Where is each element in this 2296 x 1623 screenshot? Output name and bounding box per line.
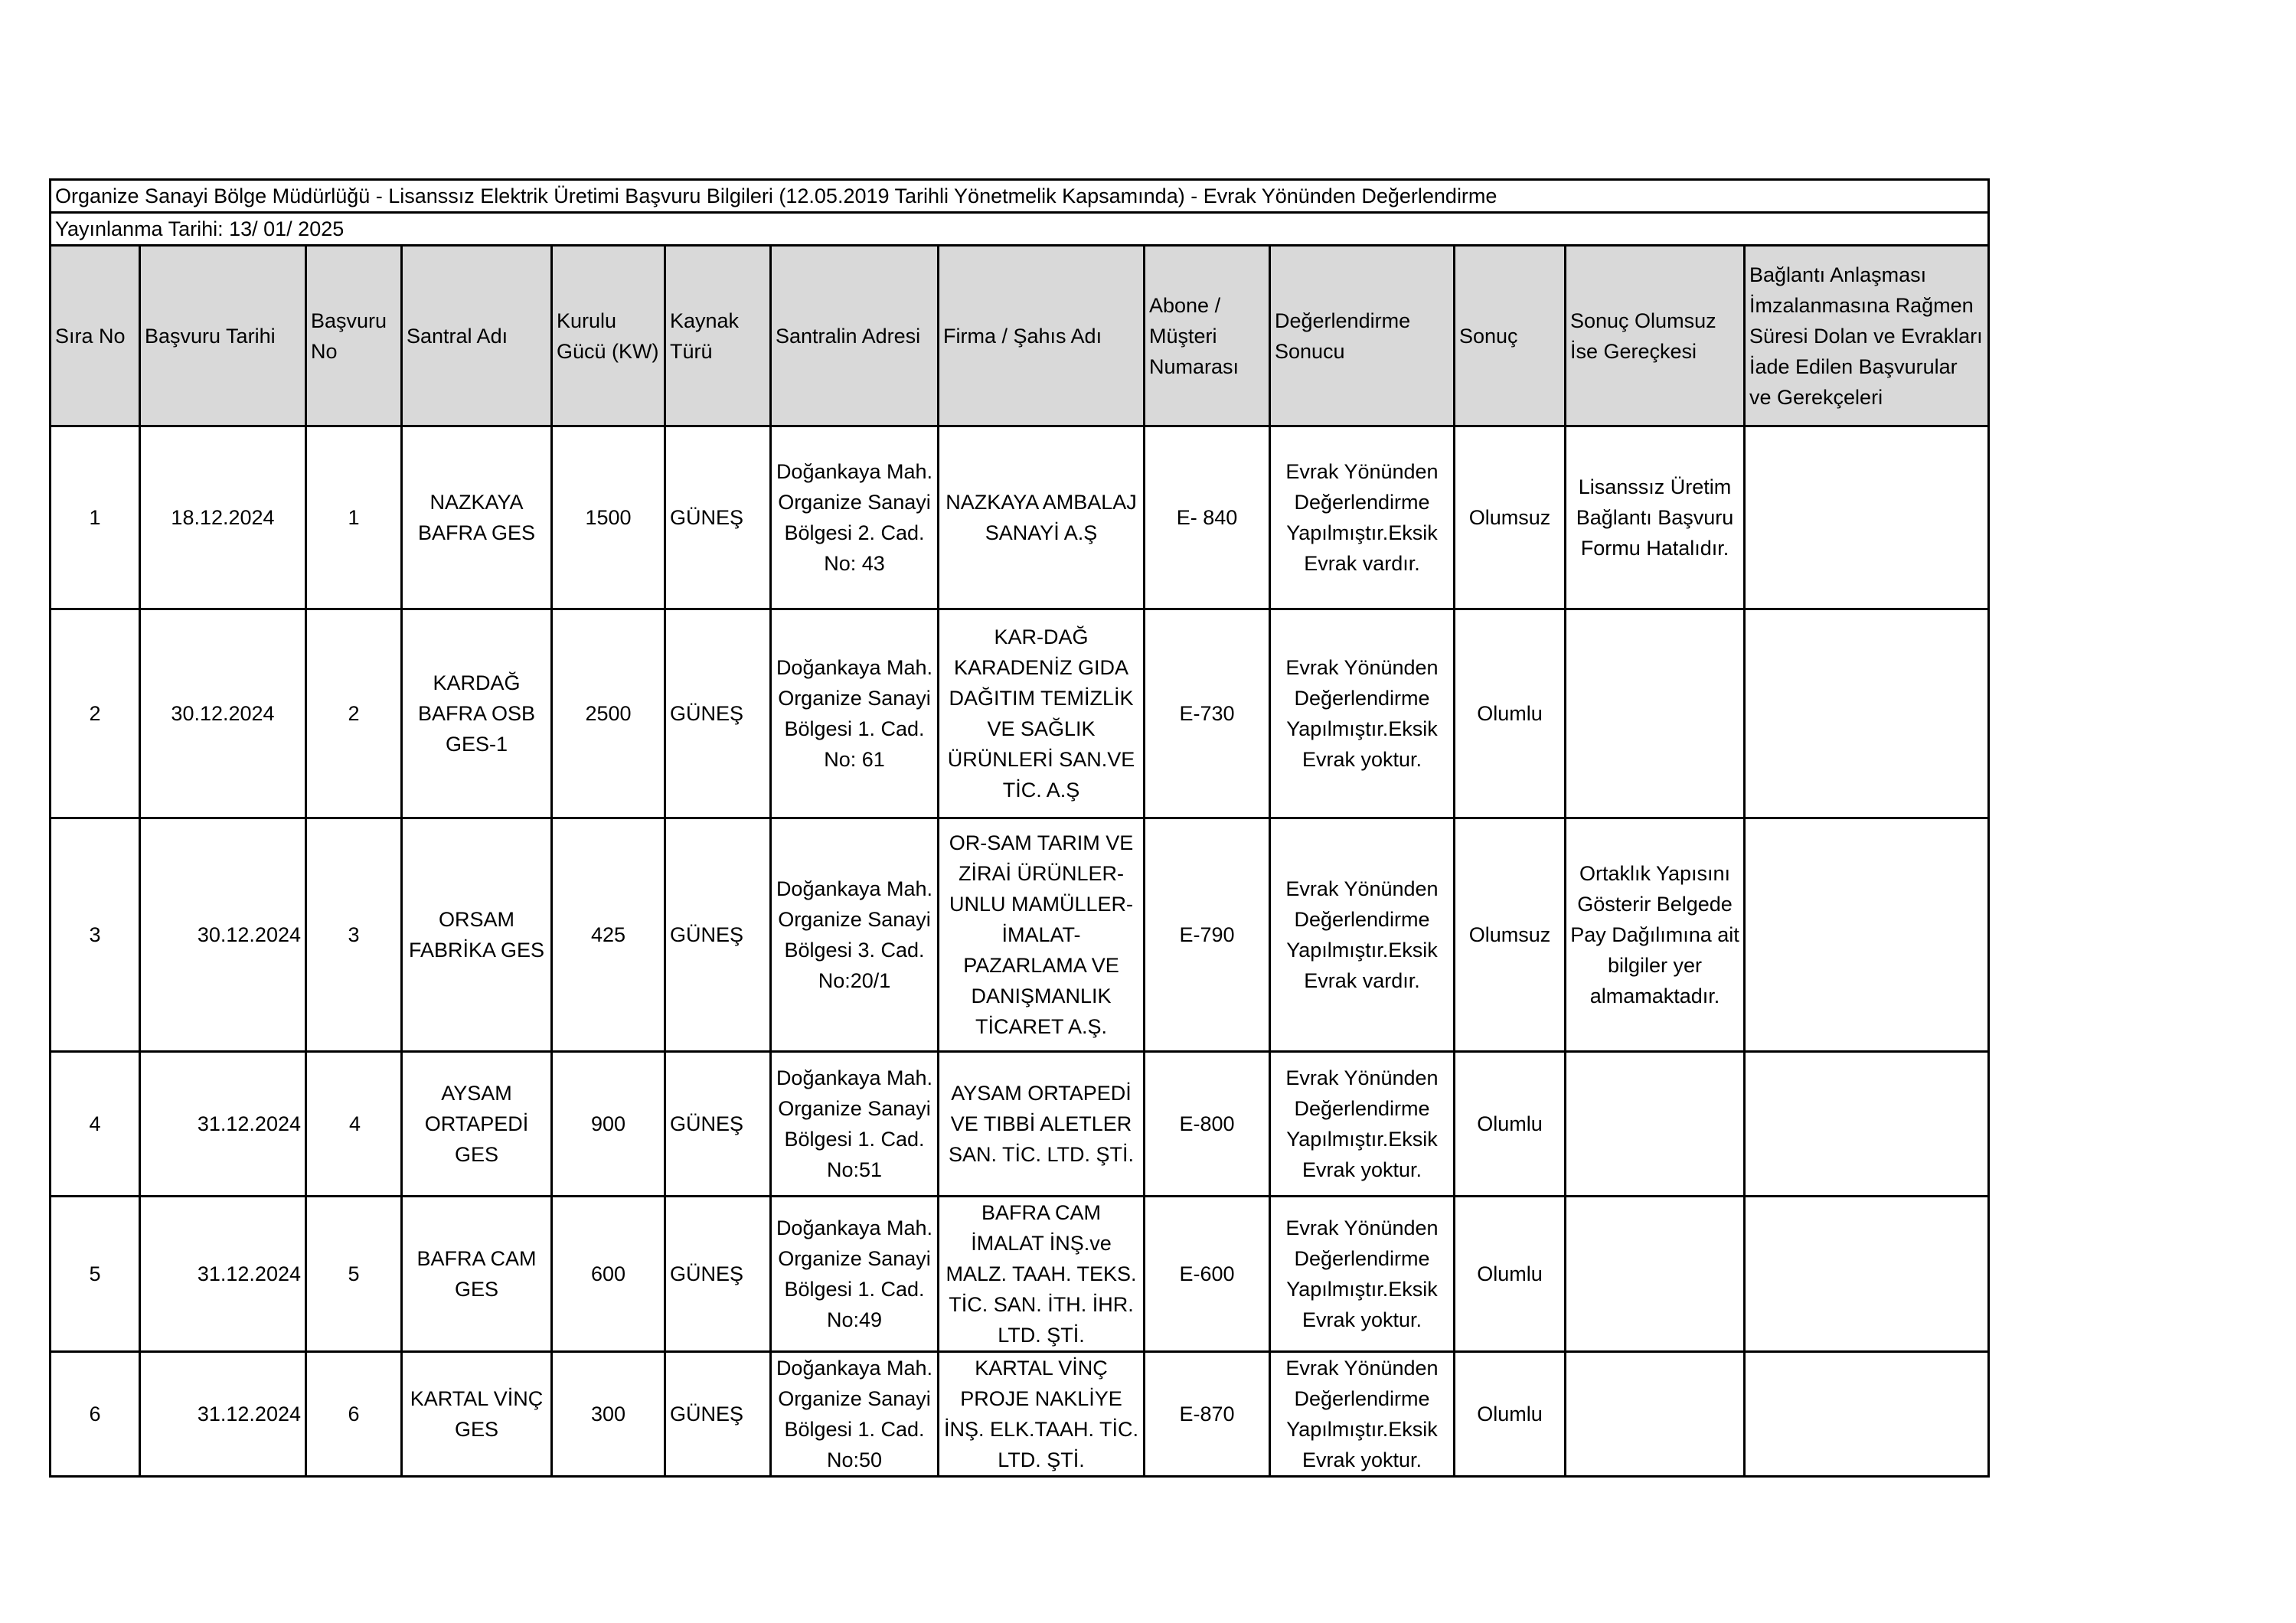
basvuru-tarihi-cell: 31.12.2024 xyxy=(140,1052,306,1197)
gerekce-cell xyxy=(1566,1352,1745,1477)
abone-no-cell: E-870 xyxy=(1145,1352,1270,1477)
table-row xyxy=(51,426,1989,609)
basvuru-tarihi-cell: 31.12.2024 xyxy=(140,1197,306,1352)
firma-adi-cell: BAFRA CAM İMALAT İNŞ.ve MALZ. TAAH. TEKS. TİC. SAN. İTH. İHR. LTD. ŞTİ. xyxy=(939,1197,1145,1352)
document-title: Organize Sanayi Bölge Müdürlüğü - Lisanssız Elektrik Üretimi Başvuru Bilgileri (12.05.2019 Tarihli Yönetmelik Kapsamında) - Evrak Yönünden Değerlendirme xyxy=(51,180,1989,213)
sonuc-cell: Olumsuz xyxy=(1455,426,1566,609)
kaynak-turu-cell: GÜNEŞ xyxy=(665,818,771,1052)
application-table xyxy=(49,178,1990,1478)
iade-cell xyxy=(1745,1352,1989,1477)
iade-cell xyxy=(1745,609,1989,818)
column-header: Sonuç xyxy=(1455,246,1566,426)
firma-adi-cell: AYSAM ORTAPEDİ VE TIBBİ ALETLER SAN. TİC. LTD. ŞTİ. xyxy=(939,1052,1145,1197)
iade-cell xyxy=(1745,818,1989,1052)
basvuru-no-cell: 1 xyxy=(306,426,402,609)
basvuru-tarihi-cell: 18.12.2024 xyxy=(140,426,306,609)
basvuru-no-cell: 4 xyxy=(306,1052,402,1197)
firma-adi-cell: OR-SAM TARIM VE ZİRAİ ÜRÜNLER-UNLU MAMÜLLER-İMALAT-PAZARLAMA VE DANIŞMANLIK TİCARET A.Ş. xyxy=(939,818,1145,1052)
column-header: Kaynak Türü xyxy=(665,246,771,426)
kurulu-guc-cell: 600 xyxy=(552,1197,665,1352)
table-row xyxy=(51,1352,1989,1477)
santral-adresi-cell: Doğankaya Mah. Organize Sanayi Bölgesi 2. Cad. No: 43 xyxy=(771,426,939,609)
abone-no-cell: E-730 xyxy=(1145,609,1270,818)
table-row xyxy=(51,1052,1989,1197)
santral-adi-cell: KARTAL VİNÇ GES xyxy=(402,1352,552,1477)
sira-no-cell: 1 xyxy=(51,426,140,609)
kurulu-guc-cell: 1500 xyxy=(552,426,665,609)
gerekce-cell: Lisanssız Üretim Bağlantı Başvuru Formu Hatalıdır. xyxy=(1566,426,1745,609)
gerekce-cell xyxy=(1566,1197,1745,1352)
publish-date: Yayınlanma Tarihi: 13/ 01/ 2025 xyxy=(51,213,1989,246)
kaynak-turu-cell: GÜNEŞ xyxy=(665,609,771,818)
column-header: Sonuç Olumsuz İse Gereçkesi xyxy=(1566,246,1745,426)
basvuru-tarihi-cell: 30.12.2024 xyxy=(140,818,306,1052)
column-header: Abone / Müşteri Numarası xyxy=(1145,246,1270,426)
header-row xyxy=(51,246,1989,426)
basvuru-tarihi-cell: 30.12.2024 xyxy=(140,609,306,818)
santral-adresi-cell: Doğankaya Mah. Organize Sanayi Bölgesi 1. Cad. No:51 xyxy=(771,1052,939,1197)
santral-adi-cell: AYSAM ORTAPEDİ GES xyxy=(402,1052,552,1197)
sonuc-cell: Olumlu xyxy=(1455,1352,1566,1477)
kurulu-guc-cell: 300 xyxy=(552,1352,665,1477)
basvuru-no-cell: 3 xyxy=(306,818,402,1052)
santral-adresi-cell: Doğankaya Mah. Organize Sanayi Bölgesi 1. Cad. No:50 xyxy=(771,1352,939,1477)
iade-cell xyxy=(1745,426,1989,609)
kurulu-guc-cell: 2500 xyxy=(552,609,665,818)
kurulu-guc-cell: 425 xyxy=(552,818,665,1052)
degerlendirme-sonucu-cell: Evrak Yönünden Değerlendirme Yapılmıştır.Eksik Evrak yoktur. xyxy=(1270,609,1455,818)
column-header: Bağlantı Anlaşması İmzalanmasına Rağmen Süresi Dolan ve Evrakları İade Edilen Başvurular ve Gerekçeleri xyxy=(1745,246,1989,426)
column-header: Santralin Adresi xyxy=(771,246,939,426)
table-row xyxy=(51,818,1989,1052)
gerekce-cell xyxy=(1566,1052,1745,1197)
santral-adi-cell: NAZKAYA BAFRA GES xyxy=(402,426,552,609)
sira-no-cell: 4 xyxy=(51,1052,140,1197)
basvuru-no-cell: 6 xyxy=(306,1352,402,1477)
basvuru-no-cell: 5 xyxy=(306,1197,402,1352)
gerekce-cell xyxy=(1566,609,1745,818)
gerekce-cell: Ortaklık Yapısını Gösterir Belgede Pay Dağılımına ait bilgiler yer almamaktadır. xyxy=(1566,818,1745,1052)
sira-no-cell: 5 xyxy=(51,1197,140,1352)
kaynak-turu-cell: GÜNEŞ xyxy=(665,1352,771,1477)
column-header: Başvuru No xyxy=(306,246,402,426)
santral-adresi-cell: Doğankaya Mah. Organize Sanayi Bölgesi 1. Cad. No:49 xyxy=(771,1197,939,1352)
santral-adi-cell: KARDAĞ BAFRA OSB GES-1 xyxy=(402,609,552,818)
firma-adi-cell: NAZKAYA AMBALAJ SANAYİ A.Ş xyxy=(939,426,1145,609)
column-header: Kurulu Gücü (KW) xyxy=(552,246,665,426)
sonuc-cell: Olumlu xyxy=(1455,1052,1566,1197)
column-header: Başvuru Tarihi xyxy=(140,246,306,426)
degerlendirme-sonucu-cell: Evrak Yönünden Değerlendirme Yapılmıştır.Eksik Evrak yoktur. xyxy=(1270,1052,1455,1197)
abone-no-cell: E-800 xyxy=(1145,1052,1270,1197)
sira-no-cell: 2 xyxy=(51,609,140,818)
santral-adresi-cell: Doğankaya Mah. Organize Sanayi Bölgesi 1. Cad. No: 61 xyxy=(771,609,939,818)
degerlendirme-sonucu-cell: Evrak Yönünden Değerlendirme Yapılmıştır.Eksik Evrak yoktur. xyxy=(1270,1352,1455,1477)
sonuc-cell: Olumlu xyxy=(1455,609,1566,818)
degerlendirme-sonucu-cell: Evrak Yönünden Değerlendirme Yapılmıştır.Eksik Evrak vardır. xyxy=(1270,818,1455,1052)
sonuc-cell: Olumlu xyxy=(1455,1197,1566,1352)
basvuru-no-cell: 2 xyxy=(306,609,402,818)
degerlendirme-sonucu-cell: Evrak Yönünden Değerlendirme Yapılmıştır.Eksik Evrak vardır. xyxy=(1270,426,1455,609)
iade-cell xyxy=(1745,1197,1989,1352)
kaynak-turu-cell: GÜNEŞ xyxy=(665,1052,771,1197)
abone-no-cell: E-790 xyxy=(1145,818,1270,1052)
kurulu-guc-cell: 900 xyxy=(552,1052,665,1197)
table-row xyxy=(51,609,1989,818)
santral-adresi-cell: Doğankaya Mah. Organize Sanayi Bölgesi 3. Cad. No:20/1 xyxy=(771,818,939,1052)
column-header: Değerlendirme Sonucu xyxy=(1270,246,1455,426)
santral-adi-cell: ORSAM FABRİKA GES xyxy=(402,818,552,1052)
basvuru-tarihi-cell: 31.12.2024 xyxy=(140,1352,306,1477)
column-header: Sıra No xyxy=(51,246,140,426)
column-header: Firma / Şahıs Adı xyxy=(939,246,1145,426)
kaynak-turu-cell: GÜNEŞ xyxy=(665,1197,771,1352)
column-header: Santral Adı xyxy=(402,246,552,426)
iade-cell xyxy=(1745,1052,1989,1197)
firma-adi-cell: KAR-DAĞ KARADENİZ GIDA DAĞITIM TEMİZLİK VE SAĞLIK ÜRÜNLERİ SAN.VE TİC. A.Ş xyxy=(939,609,1145,818)
sonuc-cell: Olumsuz xyxy=(1455,818,1566,1052)
degerlendirme-sonucu-cell: Evrak Yönünden Değerlendirme Yapılmıştır.Eksik Evrak yoktur. xyxy=(1270,1197,1455,1352)
abone-no-cell: E- 840 xyxy=(1145,426,1270,609)
firma-adi-cell: KARTAL VİNÇ PROJE NAKLİYE İNŞ. ELK.TAAH. TİC. LTD. ŞTİ. xyxy=(939,1352,1145,1477)
sira-no-cell: 3 xyxy=(51,818,140,1052)
santral-adi-cell: BAFRA CAM GES xyxy=(402,1197,552,1352)
abone-no-cell: E-600 xyxy=(1145,1197,1270,1352)
kaynak-turu-cell: GÜNEŞ xyxy=(665,426,771,609)
table-row xyxy=(51,1197,1989,1352)
sira-no-cell: 6 xyxy=(51,1352,140,1477)
